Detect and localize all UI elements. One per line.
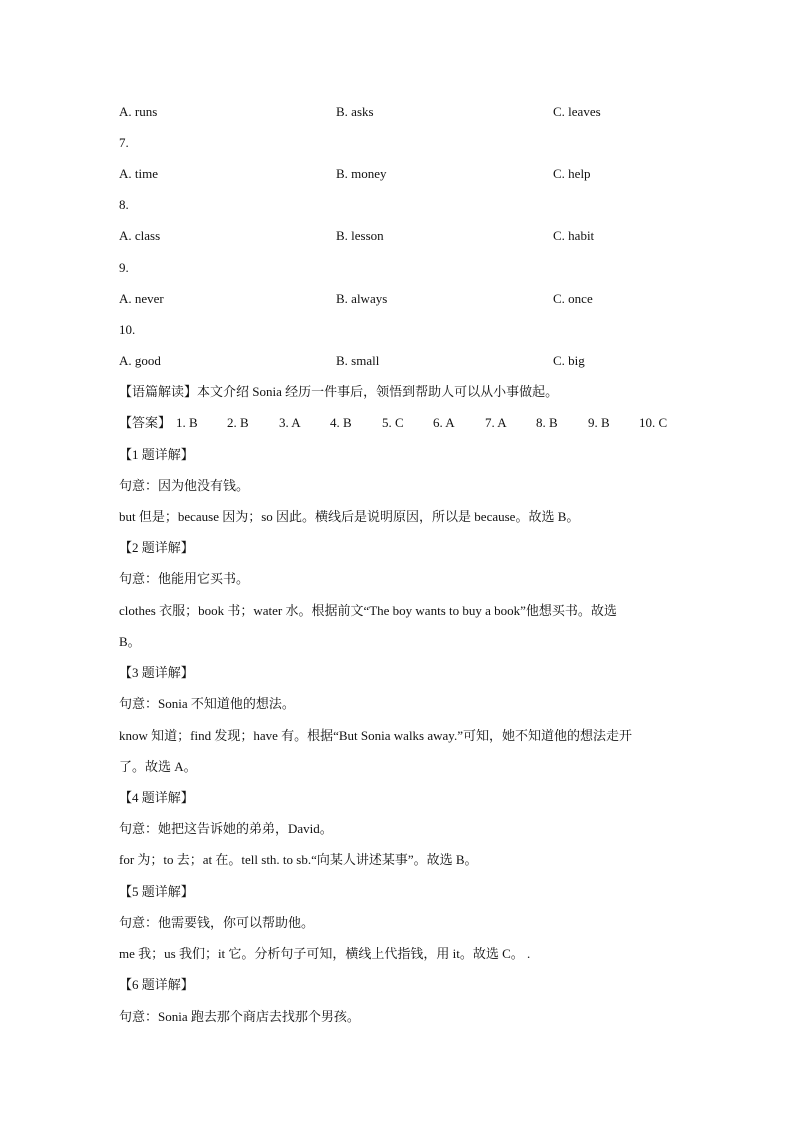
question-number: 8. (119, 197, 129, 212)
explanation-line: 句意：Sonia 跑去那个商店去找那个男孩。 (119, 1009, 360, 1024)
answer-item: 3. A (279, 415, 301, 430)
explanation-line: 句意：他能用它买书。 (119, 571, 250, 586)
explanation-title: 【2 题详解】 (119, 540, 194, 555)
explanation-line: 句意：Sonia 不知道他的想法。 (119, 696, 295, 711)
answer-label: 【答案】 (119, 415, 172, 430)
explanation-line: 句意：因为他没有钱。 (119, 478, 250, 493)
explanation-line: clothes 衣服；book 书；water 水。根据前文“The boy wants to buy a book”他想买书。故选 (119, 603, 617, 618)
option-c: C. habit (553, 228, 595, 243)
question-number: 9. (119, 260, 129, 275)
explanation-line: 了。故选 A。 (119, 759, 197, 774)
question-number: 10. (119, 322, 136, 337)
explanation-line: know 知道；find 发现；have 有。根据“But Sonia walks away.”可知，她不知道他的想法走开 (119, 728, 632, 743)
option-b: B. asks (336, 104, 374, 119)
option-b: B. lesson (336, 228, 384, 243)
explanation-title: 【1 题详解】 (119, 447, 194, 462)
option-b: B. small (336, 353, 380, 368)
option-b: B. always (336, 291, 388, 306)
option-a: A. never (119, 291, 164, 306)
explanation-title: 【3 题详解】 (119, 665, 194, 680)
explanation-title: 【4 题详解】 (119, 790, 194, 805)
option-b: B. money (336, 166, 387, 181)
answer-item: 5. C (382, 415, 404, 430)
explanation-line: for 为；to 去；at 在。tell sth. to sb.“向某人讲述某事”。故选 B。 (119, 852, 478, 867)
answer-item: 6. A (433, 415, 455, 430)
option-a: A. class (119, 228, 161, 243)
explanation-line: 句意：她把这告诉她的弟弟，David。 (119, 821, 333, 836)
answer-item: 7. A (485, 415, 507, 430)
explanation-line: but 但是；because 因为；so 因此。横线后是说明原因，所以是 because。故选 B。 (119, 509, 580, 524)
option-a: A. runs (119, 104, 158, 119)
explanation-title: 【6 题详解】 (119, 977, 194, 992)
answer-item: 2. B (227, 415, 249, 430)
option-a: A. good (119, 353, 161, 368)
option-c: C. once (553, 291, 593, 306)
answer-item: 10. C (639, 415, 668, 430)
explanation-line: 句意：他需要钱，你可以帮助他。 (119, 915, 315, 930)
answer-item: 9. B (588, 415, 610, 430)
option-c: C. leaves (553, 104, 601, 119)
answer-item: 4. B (330, 415, 352, 430)
option-c: C. help (553, 166, 591, 181)
option-a: A. time (119, 166, 158, 181)
option-c: C. big (553, 353, 585, 368)
question-number: 7. (119, 135, 129, 150)
answer-item: 1. B (176, 415, 198, 430)
explanation-title: 【5 题详解】 (119, 884, 194, 899)
passage-summary: 【语篇解读】本文介绍 Sonia 经历一件事后，领悟到帮助人可以从小事做起。 (119, 384, 559, 399)
answer-item: 8. B (536, 415, 558, 430)
explanation-line: me 我；us 我们；it 它。分析句子可知，横线上代指钱，用 it。故选 C。 . (119, 946, 531, 961)
explanation-line: B。 (119, 634, 141, 649)
